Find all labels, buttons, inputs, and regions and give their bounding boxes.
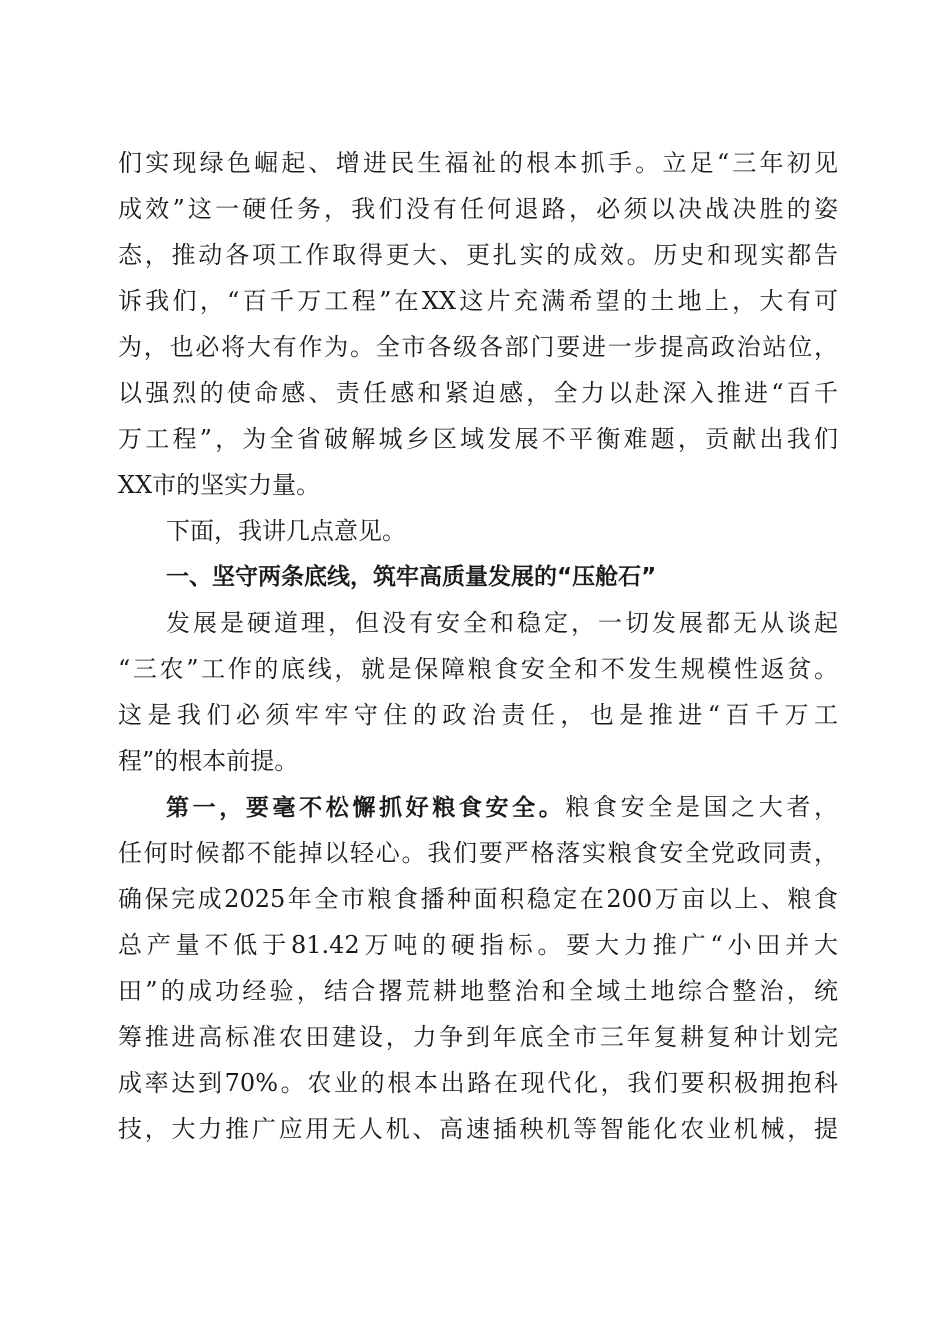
paragraph-lead-rest: 粮食安全是国之大者， — [565, 793, 838, 821]
text-line: 以强烈的使命感、责任感和紧迫感，全力以赴深入推进“百千 — [118, 379, 838, 407]
text-line — [166, 790, 838, 824]
text-line: 任何时候都不能掉以轻心。我们要严格落实粮食安全党政同责， — [118, 839, 838, 867]
text-line: 田”的成功经验，结合撂荒耕地整治和全域土地综合整治，统 — [118, 977, 838, 1005]
text-line: XX市的坚实力量。 — [118, 471, 321, 499]
text-line: 这是我们必须牢牢守住的政治责任，也是推进“百千万工 — [118, 701, 838, 729]
paragraph-lead-bold: 第一，要毫不松懈抓好粮食安全。 — [166, 795, 566, 821]
transition-text: 下面，我讲几点意见。 — [166, 517, 406, 545]
text-line: 诉我们，“百千万工程”在XX这片充满希望的土地上，大有可 — [118, 287, 838, 315]
text-line: 成率达到70%。农业的根本出路在现代化，我们要积极拥抱科 — [118, 1069, 838, 1097]
text-line: 筹推进高标准农田建设，力争到年底全市三年复耕复种计划完 — [118, 1023, 838, 1051]
section-heading: 一、坚守两条底线，筑牢高质量发展的“压舱石” — [166, 564, 657, 590]
text-line: 成效”这一硬任务，我们没有任何退路，必须以决战决胜的姿 — [118, 195, 838, 223]
text-line: 总产量不低于81.42万吨的硬指标。要大力推广“小田并大 — [118, 931, 838, 959]
text-line: 为，也必将大有作为。全市各级各部门要进一步提高政治站位， — [118, 333, 838, 361]
text-line: 程”的根本前提。 — [118, 747, 299, 775]
text-line: 们实现绿色崛起、增进民生福祉的根本抓手。立足“三年初见 — [118, 149, 838, 177]
text-line: 发展是硬道理，但没有安全和稳定，一切发展都无从谈起 — [166, 609, 838, 637]
text-line: “三农”工作的底线，就是保障粮食安全和不发生规模性返贫。 — [118, 655, 838, 683]
text-line: 确保完成2025年全市粮食播种面积稳定在200万亩以上、粮食 — [118, 885, 838, 913]
text-line: 技，大力推广应用无人机、高速插秧机等智能化农业机械，提 — [118, 1115, 838, 1143]
text-line: 态，推动各项工作取得更大、更扎实的成效。历史和现实都告 — [118, 241, 838, 269]
text-line: 万工程”，为全省破解城乡区域发展不平衡难题，贡献出我们 — [118, 425, 838, 453]
